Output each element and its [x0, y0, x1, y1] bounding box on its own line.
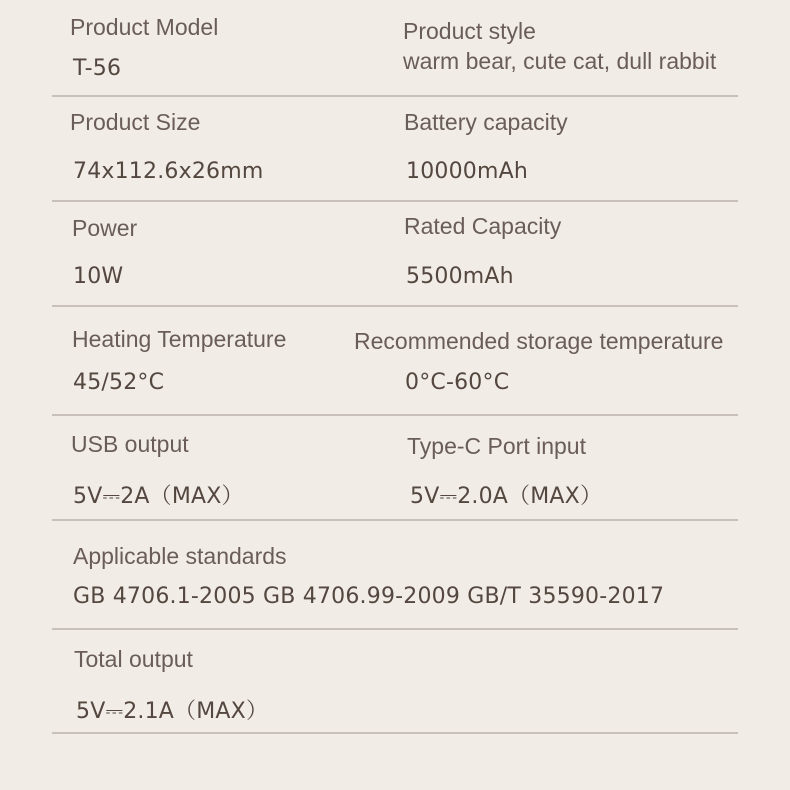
row-divider	[52, 732, 738, 734]
row-divider	[52, 414, 738, 416]
heating-temperature-label: Heating Temperature	[72, 326, 287, 352]
storage-temperature-value: 0°C-60°C	[405, 370, 510, 395]
total-output-label: Total output	[74, 646, 193, 672]
row-divider	[52, 305, 738, 307]
power-value: 10W	[73, 264, 124, 289]
product-model-value: T-56	[73, 56, 122, 81]
total-output-value: 5V⎓2.1A（MAX）	[76, 699, 269, 724]
row-divider	[52, 628, 738, 630]
product-size-label: Product Size	[70, 109, 201, 135]
row-divider	[52, 200, 738, 202]
rated-capacity-value: 5500mAh	[406, 264, 514, 289]
typec-input-value: 5V⎓2.0A（MAX）	[410, 484, 603, 509]
storage-temperature-label: Recommended storage temperature	[354, 328, 724, 354]
power-label: Power	[72, 215, 138, 241]
row-divider	[52, 519, 738, 521]
typec-input-label: Type-C Port input	[407, 433, 586, 459]
applicable-standards-value: GB 4706.1-2005 GB 4706.99-2009 GB/T 35590-2017	[73, 584, 665, 609]
heating-temperature-value: 45/52°C	[73, 370, 165, 395]
row-divider	[52, 95, 738, 97]
product-model-label: Product Model	[70, 14, 219, 40]
product-size-value: 74x112.6x26mm	[73, 159, 264, 184]
product-style-label: Product style	[403, 18, 536, 44]
usb-output-label: USB output	[71, 431, 189, 457]
usb-output-value: 5V⎓2A（MAX）	[73, 484, 244, 509]
battery-capacity-value: 10000mAh	[406, 159, 529, 184]
rated-capacity-label: Rated Capacity	[404, 213, 562, 239]
product-style-value: warm bear, cute cat, dull rabbit	[403, 48, 717, 74]
applicable-standards-label: Applicable standards	[73, 543, 287, 569]
battery-capacity-label: Battery capacity	[404, 109, 568, 135]
